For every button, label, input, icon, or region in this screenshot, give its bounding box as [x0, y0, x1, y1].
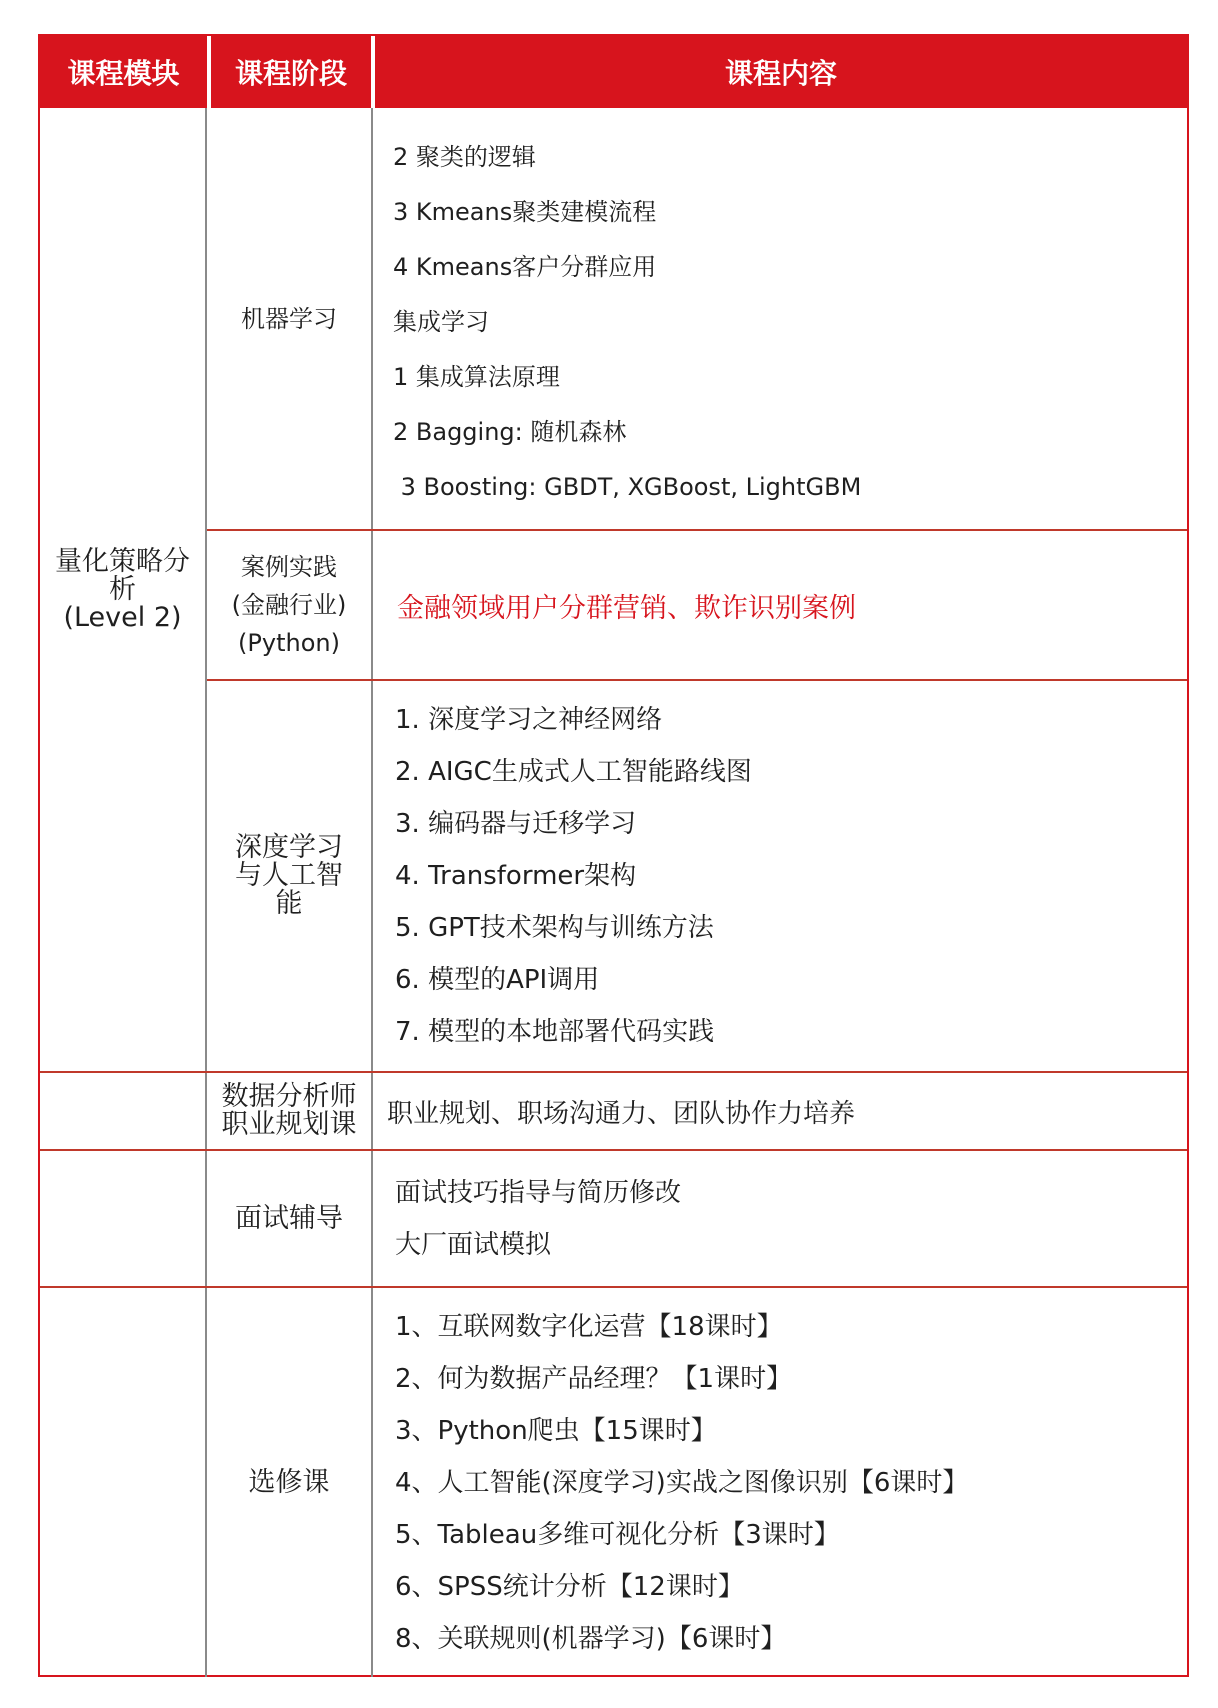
case-description: 金融领域用户分群营销、欺诈识别案例	[397, 592, 856, 624]
stage-dl	[207, 681, 371, 1071]
stage-label: 数据分析师	[221, 1081, 357, 1112]
list-item: 3 Kmeans聚类建模流程	[393, 198, 657, 226]
list-item: 6. 模型的API调用	[395, 965, 600, 995]
list-item: 面试技巧指导与简历修改	[395, 1177, 682, 1208]
stage-label: 选修课	[248, 1466, 330, 1498]
stage-label: 案例实践	[241, 553, 337, 581]
list-item: 3、Python爬虫【15课时】	[395, 1415, 717, 1446]
list-item: 4 Kmeans客户分群应用	[393, 253, 657, 281]
list-item: 1 集成算法原理	[393, 363, 560, 391]
content-interview	[373, 1151, 1187, 1286]
list-item: 2、何为数据产品经理？【1课时】	[395, 1363, 793, 1394]
list-item: 2. AIGC生成式人工智能路线图	[395, 757, 752, 787]
stage-label: 与人工智	[235, 860, 343, 891]
module-quant-cell	[40, 108, 205, 1071]
list-item: 4、人工智能(深度学习)实战之图像识别【6课时】	[395, 1467, 969, 1498]
stage-ml	[207, 108, 371, 529]
list-item: 1、互联网数字化运营【18课时】	[395, 1311, 783, 1342]
stage-label: 面试辅导	[235, 1202, 343, 1234]
content-case	[373, 531, 1187, 679]
list-item: 6、SPSS统计分析【12课时】	[395, 1571, 744, 1602]
module-quant-line: (Level 2)	[63, 601, 182, 633]
list-item: 大厂面试模拟	[395, 1229, 552, 1260]
module-quant-line: 量化策略分	[55, 545, 190, 577]
stage-label: (Python)	[238, 629, 340, 657]
list-item: 5. GPT技术架构与训练方法	[395, 913, 714, 943]
career-description: 职业规划、职场沟通力、团队协作力培养	[387, 1098, 856, 1129]
list-item: 4. Transformer架构	[395, 861, 637, 891]
header-stage: 课程阶段	[211, 36, 371, 108]
stage-label: 职业规划课	[221, 1109, 357, 1140]
content-ml	[373, 108, 1187, 529]
course-table	[38, 34, 1189, 1677]
stage-label: (金融行业)	[231, 591, 347, 619]
stage-label: 机器学习	[241, 304, 337, 333]
stage-interview	[207, 1151, 371, 1286]
list-item: 3 Boosting: GBDT, XGBoost, LightGBM	[393, 473, 862, 501]
stage-label: 深度学习	[235, 832, 343, 863]
list-item: 1. 深度学习之神经网络	[395, 705, 663, 735]
header-module: 课程模块	[40, 36, 207, 108]
stage-case	[207, 531, 371, 679]
list-item: 3. 编码器与迁移学习	[395, 809, 637, 839]
stage-label: 能	[275, 888, 303, 919]
list-item: 2 聚类的逻辑	[393, 143, 536, 171]
list-item: 5、Tableau多维可视化分析【3课时】	[395, 1519, 840, 1550]
stage-career	[207, 1073, 371, 1149]
module-quant-line: 析	[109, 573, 136, 605]
header-content: 课程内容	[375, 36, 1187, 108]
stage-elective	[207, 1288, 371, 1677]
content-elective	[373, 1288, 1187, 1677]
list-item: 7. 模型的本地部署代码实践	[395, 1017, 715, 1047]
list-item: 2 Bagging: 随机森林	[393, 418, 627, 446]
content-career	[373, 1073, 1187, 1149]
content-dl	[373, 681, 1187, 1071]
list-item: 8、关联规则(机器学习)【6课时】	[395, 1623, 787, 1654]
list-item: 集成学习	[393, 308, 489, 336]
